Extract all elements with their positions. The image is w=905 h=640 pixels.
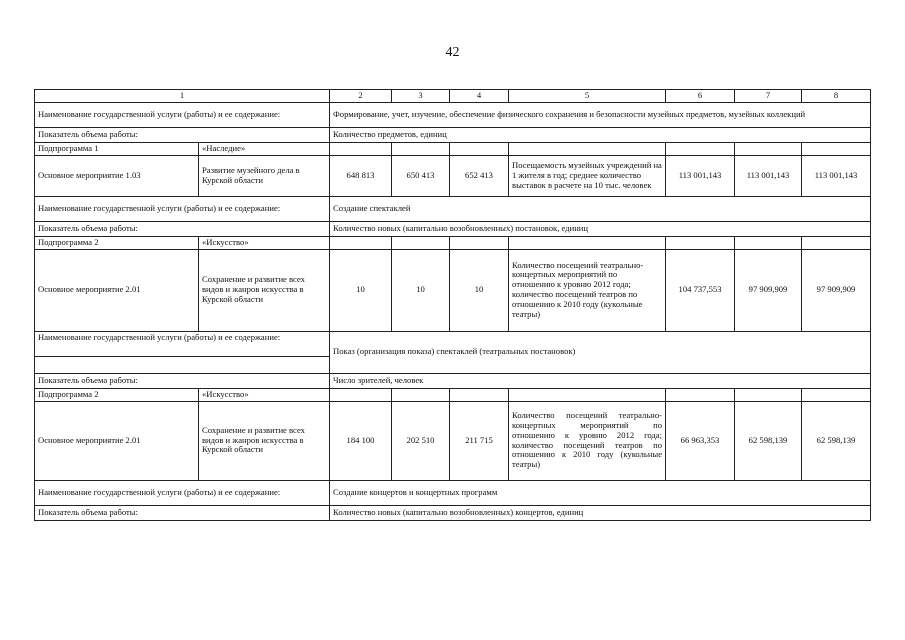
service-name-value: Показ (организация показа) спектаклей (театральных постановок)	[330, 331, 871, 373]
indicator-row	[35, 221, 871, 236]
subprogram-label: Подпрограмма 2	[35, 388, 199, 401]
event-label: Основное мероприятие 2.01	[35, 401, 199, 480]
value-col8: 62 598,139	[802, 401, 871, 480]
subprogram-label: Подпрограмма 2	[35, 236, 199, 249]
subprogram-name: «Искусство»	[199, 388, 330, 401]
service-name-row	[35, 102, 871, 127]
column-number: 3	[392, 90, 450, 103]
column-number: 8	[802, 90, 871, 103]
column-number: 6	[666, 90, 735, 103]
value-col3: 10	[392, 249, 450, 331]
value-col4: 211 715	[450, 401, 509, 480]
subprogram-name: «Наследие»	[199, 142, 330, 155]
service-name-value: Создание спектаклей	[330, 196, 871, 221]
event-label: Основное мероприятие 2.01	[35, 249, 199, 331]
service-name-row	[35, 480, 871, 505]
services-table	[34, 89, 871, 521]
indicator-value: Количество новых (капитально возобновленных) постановок, единиц	[330, 221, 871, 236]
event-row	[35, 249, 871, 331]
subprogram-name: «Искусство»	[199, 236, 330, 249]
subprogram-label: Подпрограмма 1	[35, 142, 199, 155]
indicator-label: Показатель объема работы:	[35, 373, 330, 388]
value-col2: 184 100	[330, 401, 392, 480]
service-name-row	[35, 331, 871, 356]
value-col6: 104 737,553	[666, 249, 735, 331]
value-col7: 97 909,909	[735, 249, 802, 331]
indicator-description: Количество посещений театрально-концертных мероприятий по отношению к уровню 2012 года; количество посещений театров по отношению к 2010 году (кукольные театры)	[509, 401, 666, 480]
value-col6: 113 001,143	[666, 155, 735, 196]
value-col8: 97 909,909	[802, 249, 871, 331]
column-number: 1	[35, 90, 330, 103]
indicator-description: Посещаемость музейных учреждений на 1 жителя в год; среднее количество выставок в расчете на 10 тыс. человек	[509, 155, 666, 196]
subprogram-row	[35, 142, 871, 155]
value-col3: 650 413	[392, 155, 450, 196]
page-number: 42	[445, 45, 460, 60]
service-name-label: Наименование государственной услуги (работы) и ее содержание:	[35, 480, 330, 505]
indicator-row	[35, 373, 871, 388]
service-name-value: Создание концертов и концертных программ	[330, 480, 871, 505]
value-col4: 652 413	[450, 155, 509, 196]
value-col6: 66 963,353	[666, 401, 735, 480]
indicator-label: Показатель объема работы:	[35, 505, 330, 520]
value-col2: 10	[330, 249, 392, 331]
indicator-label: Показатель объема работы:	[35, 127, 330, 142]
event-name: Сохранение и развитие всех видов и жанров искусства в Курской области	[199, 249, 330, 331]
column-number: 2	[330, 90, 392, 103]
service-name-row	[35, 196, 871, 221]
event-label: Основное мероприятие 1.03	[35, 155, 199, 196]
column-number-row	[35, 90, 871, 103]
service-name-label: Наименование государственной услуги (работы) и ее содержание:	[35, 331, 330, 356]
column-number: 4	[450, 90, 509, 103]
event-name: Сохранение и развитие всех видов и жанров искусства в Курской области	[199, 401, 330, 480]
value-col8: 113 001,143	[802, 155, 871, 196]
value-col7: 62 598,139	[735, 401, 802, 480]
subprogram-row	[35, 388, 871, 401]
value-col2: 648 813	[330, 155, 392, 196]
event-row	[35, 155, 871, 196]
indicator-value: Количество предметов, единиц	[330, 127, 871, 142]
event-row	[35, 401, 871, 480]
value-col4: 10	[450, 249, 509, 331]
indicator-label: Показатель объема работы:	[35, 221, 330, 236]
event-name: Развитие музейного дела в Курской области	[199, 155, 330, 196]
service-name-label: Наименование государственной услуги (работы) и ее содержание:	[35, 196, 330, 221]
column-number: 7	[735, 90, 802, 103]
value-col3: 202 510	[392, 401, 450, 480]
subprogram-row	[35, 236, 871, 249]
service-name-value: Формирование, учет, изучение, обеспечение физического сохранения и безопасности музейных предметов, музейных коллекций	[330, 102, 871, 127]
indicator-row	[35, 127, 871, 142]
value-col7: 113 001,143	[735, 155, 802, 196]
indicator-description: Количество посещений театрально-концертных мероприятий по отношению к уровню 2012 года; количество посещений театров по отношению к 2010 году (кукольные театры)	[509, 249, 666, 331]
indicator-value: Количество новых (капитально возобновленных) концертов, единиц	[330, 505, 871, 520]
indicator-value: Число зрителей, человек	[330, 373, 871, 388]
column-number: 5	[509, 90, 666, 103]
indicator-row	[35, 505, 871, 520]
service-name-label: Наименование государственной услуги (работы) и ее содержание:	[35, 102, 330, 127]
